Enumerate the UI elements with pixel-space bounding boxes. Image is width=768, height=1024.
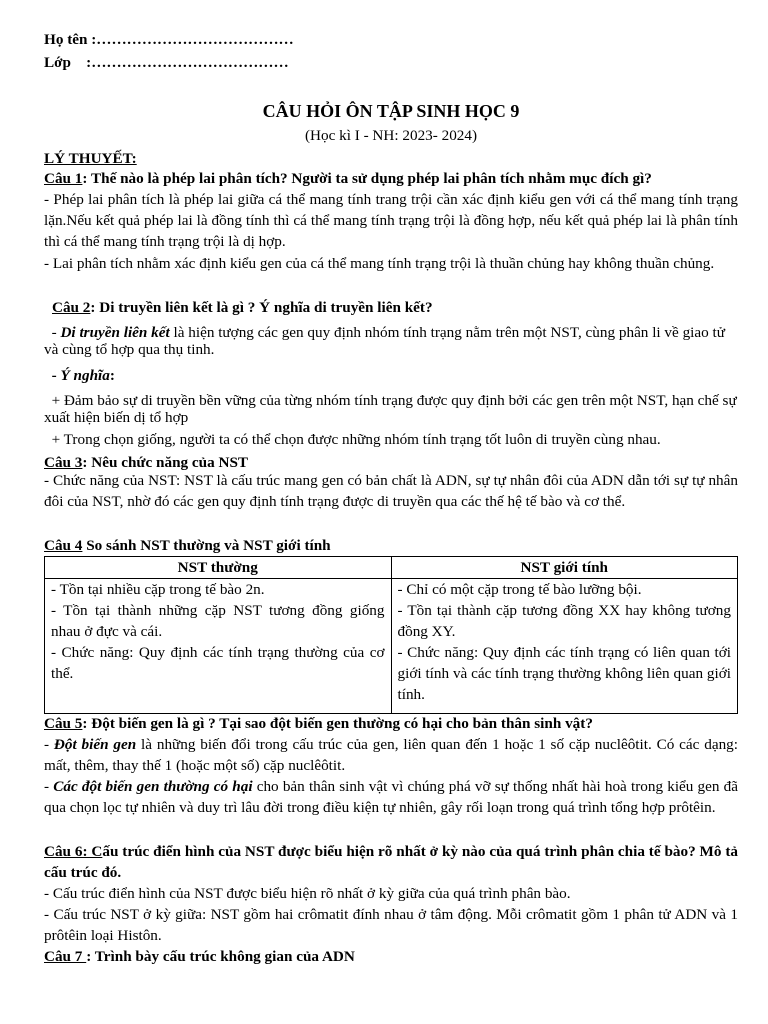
answer-2-term: Các đột biến gen thường có hại xyxy=(53,778,253,795)
question-2-meaning-heading xyxy=(44,365,738,386)
question-7-text: : Trình bày cấu trúc không gian của ADN xyxy=(86,948,355,965)
table-row xyxy=(45,579,738,714)
question-6-answer-2: - Cấu trúc NST ở kỳ giữa: NST gồm hai crômatit đính nhau ở tâm động. Mỗi crômatit gồm 1 phân tử ADN và 1 prôtêin loại Histôn. xyxy=(44,906,738,944)
question-7-label: Câu 7 xyxy=(44,948,87,965)
meaning-colon: : xyxy=(109,367,115,384)
question-2-meaning-2 xyxy=(44,429,738,450)
comparison-table xyxy=(44,556,738,714)
question-6-label: Câu 6: C xyxy=(44,843,103,860)
table-header-row xyxy=(45,557,738,579)
question-2-definition xyxy=(44,324,738,358)
question-1-answer-2: - Lai phân tích nhằm xác định kiểu gen của cá thể mang tính trạng trội là thuần chủng hay không thuần chủng. xyxy=(44,255,715,272)
question-1-answer-1: - Phép lai phân tích là phép lai giữa cá thể mang tính trang trội cần xác định kiểu gen với cá thể mang tính trạng lặn.Nếu kết quả phép lai là đồng tính thì cá thể mang tính trạng trội là đồng hợp, nếu kết quả phép lai là phân tính thì cá thể mang tính trạng trội là dị hợp. xyxy=(44,191,738,250)
question-5-answer-1 xyxy=(44,734,738,776)
table-cell-line: - Tồn tại nhiều cặp trong tế bào 2n. xyxy=(51,581,265,598)
table-cell-line: - Chức năng: Quy định các tính trạng có liên quan tới giới tính và các tính trạng thường không liên quan giới tính. xyxy=(397,644,731,703)
question-6 xyxy=(44,841,738,883)
table-cell-line: - Chỉ có một cặp trong tế bào lưỡng bội. xyxy=(397,581,642,598)
table-header-sex: NST giới tính xyxy=(391,557,738,579)
page-title: CÂU HỎI ÔN TẬP SINH HỌC 9 xyxy=(262,101,520,121)
question-5-label: Câu 5 xyxy=(44,715,83,732)
question-1-text: : Thế nào là phép lai phân tích? Người ta sử dụng phép lai phân tích nhằm mục đích gì? xyxy=(82,170,652,187)
question-4 xyxy=(44,535,738,556)
meaning-2-text: + Trong chọn giống, người ta có thể chọn được những nhóm tính trạng tốt luôn di truyền cùng nhau. xyxy=(51,431,661,448)
definition-dash: - xyxy=(51,324,61,341)
question-4-label: Câu 4 xyxy=(44,537,83,554)
question-3-answer: - Chức năng của NST: NST là cấu trúc mang gen có bản chất là ADN, sự tự nhân đôi của ADN dẫn tới sự tự nhân đôi của NST, nhờ đó các gen quy định tính trạng được di truyền qua các thế hệ tế bào và cơ thể. xyxy=(44,472,738,510)
table-header-normal: NST thường xyxy=(45,557,392,579)
question-5-answer-2 xyxy=(44,776,738,818)
question-6-answer-1: - Cấu trúc điển hình của NST được biểu hiện rõ nhất ở kỳ giữa của quá trình phân bào. xyxy=(44,885,571,902)
question-2-meaning-1 xyxy=(44,392,738,426)
question-6-text: ấu trúc điển hình của NST được biểu hiện rõ nhất ở kỳ nào của quá trình phân chia tế bào? Mô tả cấu trúc đó. xyxy=(44,843,738,881)
definition-text: là hiện tượng các gen quy định nhóm tính trạng nằm trên một NST, cùng phân li về giao tử và cùng tổ hợp qua thụ tinh. xyxy=(44,324,725,358)
definition-term: Di truyền liên kết xyxy=(60,324,170,341)
question-5-text: : Đột biến gen là gì ? Tại sao đột biến gen thường có hại cho bản thân sinh vật? xyxy=(82,715,593,732)
question-2 xyxy=(52,297,738,318)
section-heading: LÝ THUYẾT: xyxy=(44,150,137,167)
table-cell-line: - Chức năng: Quy định các tính trạng thường của cơ thể. xyxy=(51,644,385,682)
answer-1-text: là những biến đổi trong cấu trúc của gen, liên quan đến 1 hoặc 1 số cặp nuclêôtit. Có các dạng: mất, thêm, thay thế 1 (hoặc một số) cặp nuclêôtit. xyxy=(44,736,738,774)
name-field: Họ tên :………………………………… xyxy=(44,31,294,48)
meaning-dash: - xyxy=(51,367,61,384)
question-1 xyxy=(44,168,738,189)
question-3-text: : Nêu chức năng của NST xyxy=(82,454,249,471)
answer-dash: - xyxy=(44,736,54,753)
answer-dash: - xyxy=(44,778,54,795)
class-field: Lớp :………………………………… xyxy=(44,54,289,71)
meaning-1-text: + Đảm bảo sự di truyền bền vững của từng nhóm tính trạng được quy định bởi các gen trên một NST, hạn chế sự xuất hiện biến dị tổ hợp xyxy=(44,392,737,426)
question-5 xyxy=(44,713,738,734)
table-cell-normal xyxy=(45,579,392,714)
question-2-text: : Di truyền liên kết là gì ? Ý nghĩa di truyền liên kết? xyxy=(90,299,433,316)
question-1-label: Câu 1 xyxy=(44,170,83,187)
question-4-text: So sánh NST thường và NST giới tính xyxy=(82,537,331,554)
meaning-label: Ý nghĩa xyxy=(60,367,110,384)
question-7 xyxy=(44,946,738,967)
question-3-label: Câu 3 xyxy=(44,454,83,471)
table-cell-line: - Tồn tại thành những cặp NST tương đồng giống nhau ở đực và cái. xyxy=(51,602,385,640)
answer-1-term: Đột biến gen xyxy=(53,736,137,753)
answer-2-text: cho bản thân sinh vật vì chúng phá vỡ sự thống nhất hài hoà trong kiểu gen đã qua chọn lọc tự nhiên và duy trì lâu đời trong điều kiện tự nhiên, gây rối loạn trong quá trình tổng hợp prôtêin. xyxy=(44,778,738,816)
table-cell-sex xyxy=(391,579,738,714)
question-2-label: Câu 2 xyxy=(52,299,91,316)
page-subtitle: (Học kì I - NH: 2023- 2024) xyxy=(304,127,478,144)
table-cell-line: - Tồn tại thành cặp tương đồng XX hay không tương đồng XY. xyxy=(397,602,731,640)
